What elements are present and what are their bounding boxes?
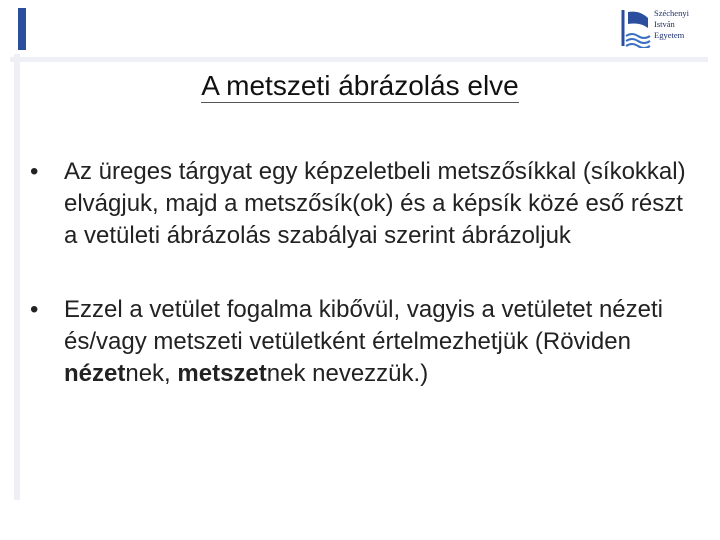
bullet-text-2-part-2: nek,	[125, 360, 178, 387]
bullet-marker: •	[30, 296, 39, 323]
bullet-text-2-part-3: nek nevezzük.)	[266, 360, 429, 387]
horizontal-rule	[10, 57, 708, 62]
bullet-item-2	[30, 294, 690, 390]
logo-line-2: István	[654, 19, 675, 29]
university-logo	[620, 8, 710, 52]
vertical-rule	[14, 54, 20, 500]
slide-title	[0, 70, 720, 102]
university-name	[654, 8, 689, 41]
bullet-text-2-part-1: Ezzel a vetület fogalma kibővül, vagyis a vetületet nézeti és/vagy metszeti vetületként értelmezhetjük (Röviden	[64, 296, 663, 355]
bullet-list	[30, 156, 690, 432]
bullet-bold-metszet: metszet	[177, 360, 267, 387]
bullet-text-1: Az üreges tárgyat egy képzeletbeli metszősíkkal (síkokkal) elvágjuk, majd a metszősík(ok) és a képsík közé eső részt a vetületi ábrázolás szabályai szerint ábrázoljuk	[64, 158, 686, 249]
university-logo-icon	[620, 8, 652, 48]
logo-line-3: Egyetem	[654, 30, 685, 40]
bullet-bold-nezet: nézet	[64, 360, 126, 387]
bullet-item-1	[30, 156, 690, 252]
logo-line-1: Széchenyi	[654, 8, 689, 18]
accent-bar	[18, 8, 26, 50]
slide-title-text: A metszeti ábrázolás elve	[201, 70, 519, 101]
bullet-marker: •	[30, 158, 39, 185]
